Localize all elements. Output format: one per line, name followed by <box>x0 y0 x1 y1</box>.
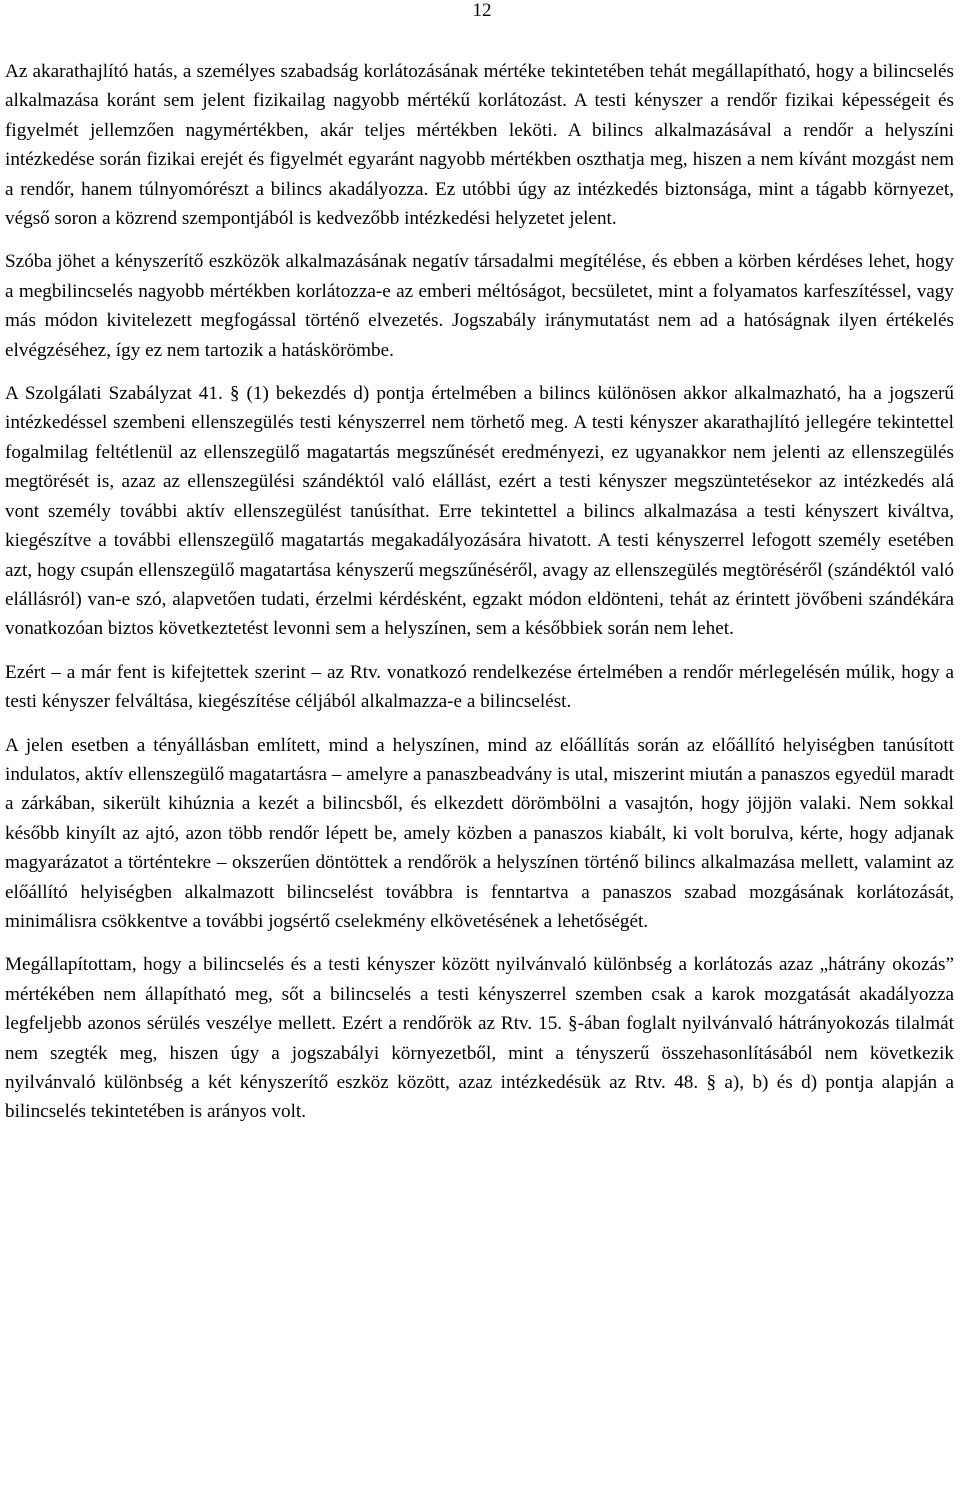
paragraph-officer-discretion: Ezért – a már fent is kifejtettek szerint – az Rtv. vonatkozó rendelkezése értelmében a rendőr mérlegelésén múlik, hogy a testi kényszer felváltása, kiegészítése céljából alkalmazza-e a bilincselést. <box>5 661 954 713</box>
page-number: 12 <box>472 0 492 21</box>
paragraph-service-regulation: A Szolgálati Szabályzat 41. § (1) bekezdés d) pontja értelmében a bilincs különösen akkor alkalmazható, ha a jogszerű intézkedéssel szembeni ellenszegülés testi kényszerrel nem törhető meg. A testi kényszer akarathajlító jellegére tekintettel fogalmilag feltétlenül az ellenszegülő magatartás megszűnését eredményezi, ez ugyanakkor nem jelenti az ellenszegülés megtörését is, azaz az ellenszegülési szándéktól való elállást, ezért a testi kényszer megszüntetésekor az intézkedés alá vont személy további aktív ellenszegülést tanúsíthat. Erre tekintettel a bilincs alkalmazása a testi kényszert kiváltva, kiegészítve a további ellenszegülő magatartás megakadályozására hivatott. A testi kényszerrel lefogott személy esetében azt, hogy csupán ellenszegülő magatartása kényszerű megszűnéséről, avagy az ellenszegülés megtöréséről (szándéktól való elállásról) van-e szó, alapvetően tudati, érzelmi kérdésként, egzakt módon eldönteni, tehát az érintett jövőbeni szándékára vonatkozóan biztos következtetést levonni sem a helyszínen, sem a későbbiek során nem lehet. <box>5 383 954 640</box>
paragraph-coercion-comparison: Az akarathajlító hatás, a személyes szabadság korlátozásának mértéke tekintetében tehát megállapítható, hogy a bilincselés alkalmazása koránt sem jelent fizikailag nagyobb mértékű korlátozást. A testi kényszer a rendőr fizikai képességeit és figyelmét jellemzően nagymértékben, akár teljes mértékben leköti. A bilincs alkalmazásával a rendőr a helyszíni intézkedése során fizikai erejét és figyelmét egyaránt nagyobb mértékben oszthatja meg, hiszen a nem kívánt mozgást nem a rendőr, hanem túlnyomórészt a bilincs akadályozza. Ez utóbbi úgy az intézkedés biztonsága, mint a tágabb környezet, végső soron a közrend szempontjából is kedvezőbb intézkedési helyzetet jelent. <box>5 61 954 230</box>
paragraph-conclusion: Megállapítottam, hogy a bilincselés és a testi kényszer között nyilvánvaló különbség a korlátozás azaz „hátrány okozás” mértékében nem állapítható meg, sőt a bilincselés a testi kényszerrel szemben csak a karok mozgatását akadályozza legfeljebb azonos sérülés veszélye mellett. Ezért a rendőrök az Rtv. 15. §-ában foglalt nyilvánvaló hátrányokozás tilalmát nem szegték meg, hiszen úgy a jogszabályi környezetből, mint a tényszerű összehasonlításából nem következik nyilvánvaló különbség a két kényszerítő eszköz között, azaz intézkedésük az Rtv. 48. § a), b) és d) pontja alapján a bilincselés tekintetében is arányos volt. <box>5 954 954 1123</box>
paragraph-present-case: A jelen esetben a tényállásban említett, mind a helyszínen, mind az előállítás során az előállító helyiségben tanúsított indulatos, aktív ellenszegülő magatartásra – amelyre a panaszbeadvány is utal, miszerint miután a panaszos egyedül maradt a zárkában, sikerült kihúznia a kezét a bilincsből, és elkezdett dörömbölni a vasajtón, hogy jöjjön valaki. Nem sokkal később kinyílt az ajtó, azon több rendőr lépett be, amely közben a panaszos kiabált, ki volt borulva, kérte, hogy adjanak magyarázatot a történtekre – okszerűen döntöttek a rendőrök a helyszínen történő bilincs alkalmazása mellett, valamint az előállító helyiségben alkalmazott bilincselést továbbra is fenntartva a panaszos szabad mozgásának korlátozását, minimálisra csökkentve a további jogsértő cselekmény elkövetésének a lehetőségét. <box>5 734 954 932</box>
paragraph-social-perception: Szóba jöhet a kényszerítő eszközök alkalmazásának negatív társadalmi megítélése, és ebben a körben kérdéses lehet, hogy a megbilincselés nagyobb mértékben korlátozza-e az emberi méltóságot, becsületet, mint a folyamatos karfeszítéssel, vagy más módon kivitelezett megfogással történő elvezetés. Jogszabály iránymutatást nem ad a hatóságnak ilyen értékelés elvégzéséhez, így ez nem tartozik a hatáskörömbe. <box>5 251 954 361</box>
document-body <box>5 57 954 1141</box>
